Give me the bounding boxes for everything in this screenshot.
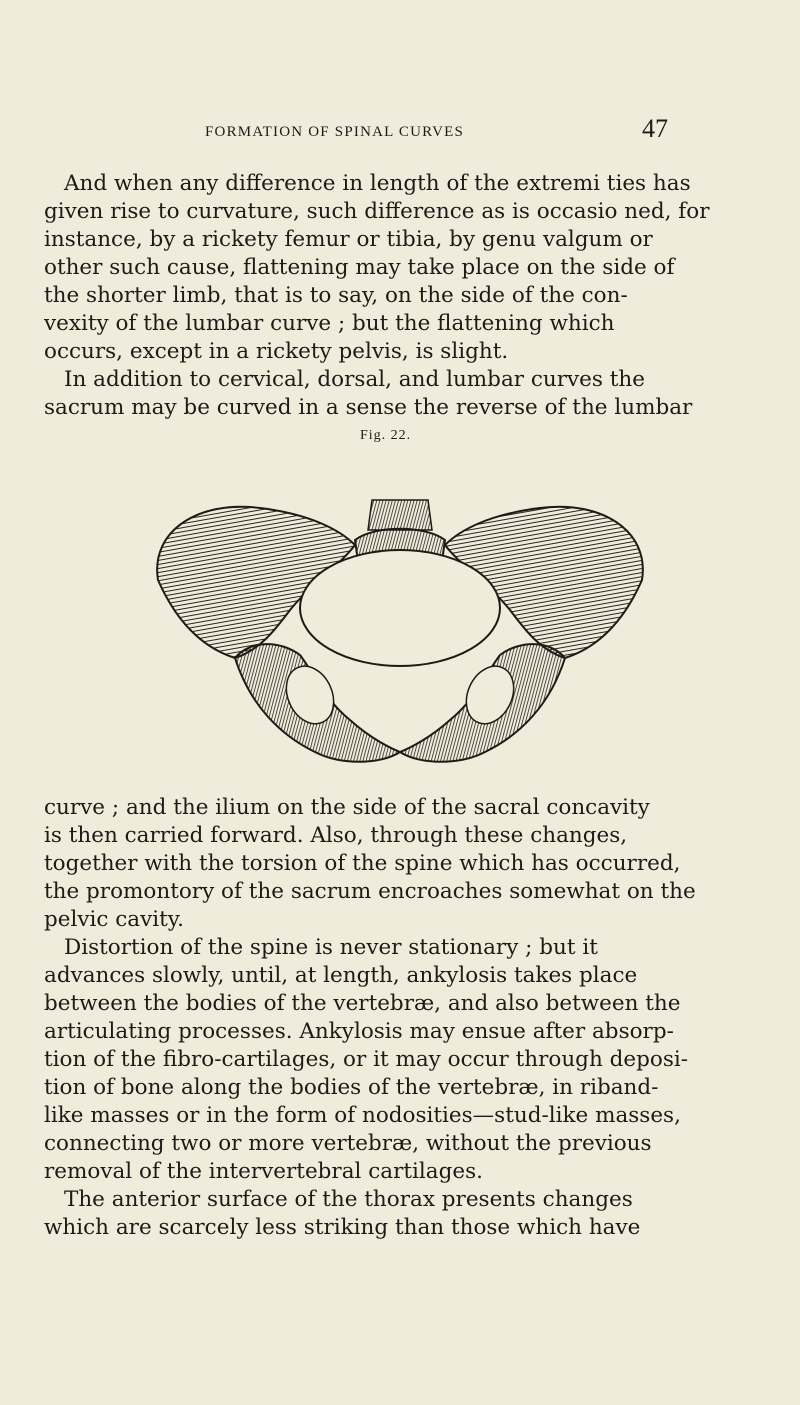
text-line: advances slowly, until, at length, ankylosis takes place — [44, 963, 638, 988]
text-line: the shorter limb, that is to say, on the side of the con- — [44, 283, 628, 308]
text-line: And when any difference in length of the extremi ties has — [64, 171, 691, 196]
text-line: the promontory of the sacrum encroaches somewhat on the — [44, 879, 696, 904]
text-line: Distortion of the spine is never stationary ; but it — [64, 935, 598, 960]
text-line: tion of the fibro-cartilages, or it may occur through deposi- — [44, 1047, 688, 1072]
text-line: removal of the intervertebral cartilages. — [44, 1159, 483, 1184]
text-line: between the bodies of the vertebræ, and also between the — [44, 991, 681, 1016]
text-line: articulating processes. Ankylosis may ensue after absorp- — [44, 1019, 674, 1044]
page-header — [0, 114, 800, 158]
text-line: like masses or in the form of nodosities—stud-like masses, — [44, 1103, 681, 1128]
text-line: together with the torsion of the spine which has occurred, — [44, 851, 681, 876]
text-line: connecting two or more vertebræ, without the previous — [44, 1131, 652, 1156]
text-line: pelvic cavity. — [44, 907, 184, 932]
text-line: In addition to cervical, dorsal, and lumbar curves the — [64, 367, 645, 392]
figure-label: Fig. 22. — [360, 428, 412, 443]
text-line: which are scarcely less striking than those which have — [44, 1215, 641, 1240]
text-line: other such cause, flattening may take place on the side of — [44, 255, 675, 280]
text-line: is then carried forward. Also, through these changes, — [44, 823, 628, 848]
text-line: The anterior surface of the thorax presents changes — [64, 1187, 633, 1212]
running-head: FORMATION OF SPINAL CURVES — [205, 124, 465, 140]
text-line: given rise to curvature, such difference as is occasio ned, for — [44, 199, 710, 224]
text-line: vexity of the lumbar curve ; but the flattening which — [44, 311, 615, 336]
text-line: instance, by a rickety femur or tibia, by genu valgum or — [44, 227, 653, 252]
page-number: 47 — [642, 114, 668, 143]
text-line: curve ; and the ilium on the side of the sacral concavity — [44, 795, 650, 820]
text-line: sacrum may be curved in a sense the reverse of the lumbar — [44, 395, 693, 420]
pelvis-engraving-icon — [140, 490, 660, 780]
text-line: occurs, except in a rickety pelvis, is slight. — [44, 339, 509, 364]
text-line: tion of bone along the bodies of the vertebræ, in riband- — [44, 1075, 659, 1100]
